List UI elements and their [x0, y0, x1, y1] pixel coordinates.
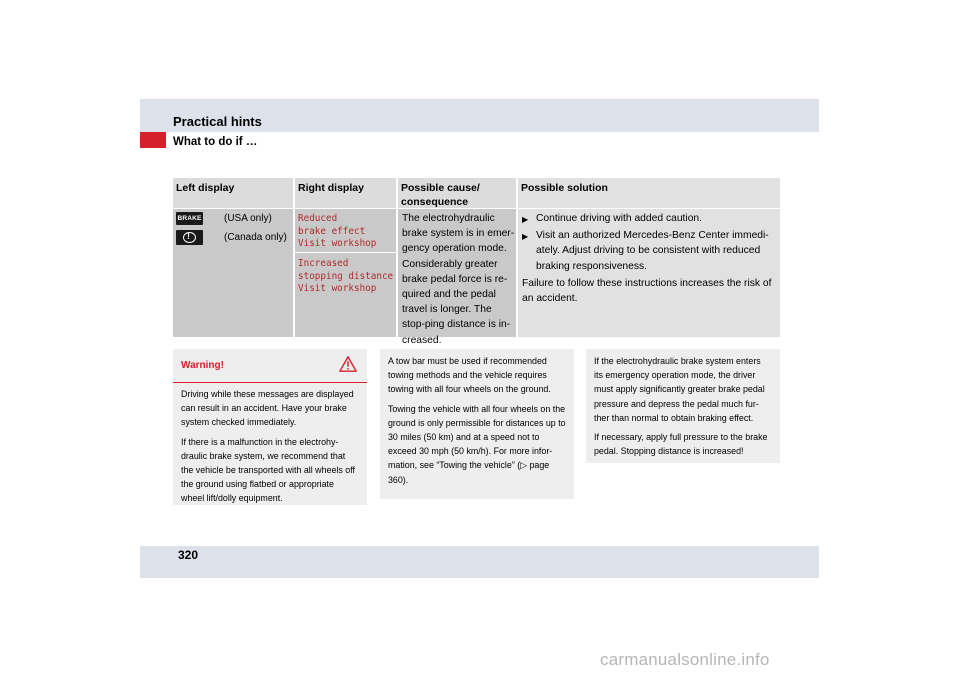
subsection-title: What to do if …: [173, 136, 258, 148]
column-header: Possible cause/ consequence: [398, 178, 516, 208]
warning-paragraph: If there is a malfunction in the electrohy-draulic brake system, we recommend that the vehicle be transported with all wheels off the ground using flatbed or appropriate wheel lift/dolly equipment.: [181, 436, 355, 504]
left-label: (Canada only): [224, 232, 287, 243]
towing-paragraph: Towing the vehicle with all four wheels on the ground is only permissible for distances up to 30 miles (50 km) and at a speed not to exceed 30 mph (50 km/h). For more infor-mation, see “Towing the vehicle” (▷ page 360).: [388, 403, 566, 485]
column-right-display: [295, 178, 396, 337]
solution-bullet: ▶ Visit an authorized Mercedes-Benz Center immedi-ately. Adjust driving to be consistent with reduced braking responsiveness.: [522, 228, 778, 274]
emergency-paragraph: If necessary, apply full pressure to the brake pedal. Stopping distance is increased!: [594, 432, 768, 457]
column-solution: [518, 178, 780, 337]
solution-bullet: ▶ Continue driving with added caution.: [522, 211, 778, 226]
column-left-display: [173, 178, 293, 337]
emergency-mode-box: [586, 349, 780, 463]
message-table: [173, 178, 780, 346]
brake-warning-circle-icon: [176, 230, 203, 245]
solution-note: Failure to follow these instructions increases the risk of an accident.: [522, 277, 772, 305]
column-header: Possible solution: [518, 178, 780, 208]
page-number: 320: [177, 548, 198, 562]
warning-box: [173, 349, 367, 505]
watermark: carmanualsonline.info: [600, 650, 770, 669]
left-label: (USA only): [224, 213, 272, 224]
emergency-paragraph: If the electrohydraulic brake system enters its emergency operation mode, the driver must apply significantly greater brake pedal pressure and depress the pedal much fur-ther than normal to obtain braking effect.: [594, 356, 765, 423]
section-title: Practical hints: [173, 114, 262, 129]
left-row-canada: [173, 230, 293, 248]
cause-text: The electrohydraulic brake system is in emer-gency operation mode. Considerably greater brake pedal force is re-quired and the pedal travel is longer. The stop-ping distance is in-creased.: [402, 213, 515, 346]
warning-paragraph: Driving while these messages are displayed can result in an accident. Have your brake system checked immediately.: [181, 389, 354, 428]
brake-icon: BRAKE: [176, 212, 203, 225]
column-header: Left display: [173, 178, 293, 208]
footer-band: [140, 546, 819, 578]
left-row-usa: [173, 211, 293, 229]
display-message: Reduced brake effect Visit workshop: [298, 213, 377, 249]
warning-title: Warning!: [181, 360, 224, 371]
towing-note-box: [380, 349, 574, 499]
towing-paragraph: A tow bar must be used if recommended towing methods and the vehicle requires towing with all four wheels on the ground.: [388, 356, 551, 395]
display-message: Increased stopping distance Visit workshop: [298, 258, 394, 294]
solution-text: [522, 211, 778, 306]
column-header: Right display: [295, 178, 396, 208]
section-marker: [140, 132, 166, 148]
column-cause: [398, 178, 516, 346]
warning-triangle-icon: [339, 355, 357, 373]
